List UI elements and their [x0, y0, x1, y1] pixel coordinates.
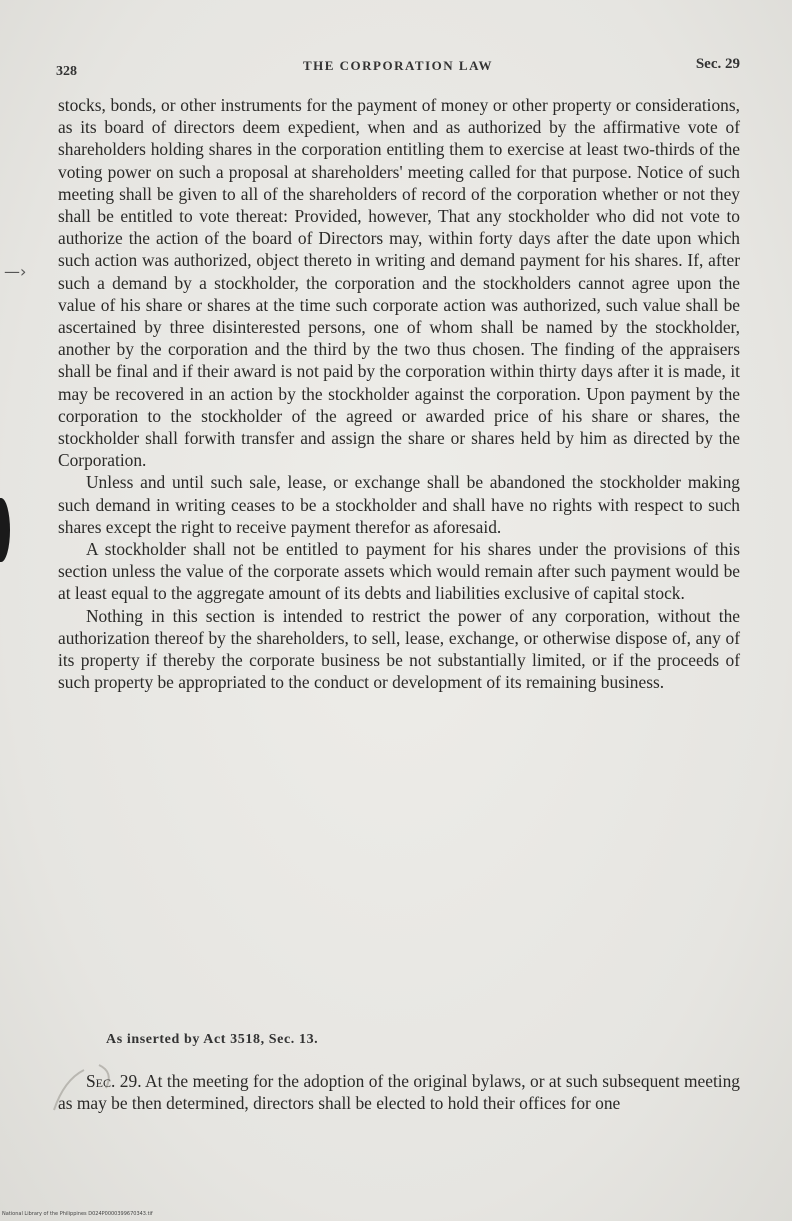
paragraph-1: stocks, bonds, or other instruments for the payment of money or other property or considerations, as its board of directors deem expedient, when and as authorized by the affirmative vote of shareholders holding shares in the corporation entitling them to exercise at least two-thirds of the voting power on such a proposal at shareholders' meeting called for that purpose. Notice of such meeting shall be given to all of the shareholders of record of the corporation whether or not they shall be entitled to vote thereat: Provided, however, That any stockholder who did not vote to authorize the action of the board of Directors may, within forty days after the date upon which such action was authorized, object thereto in writing and demand payment for his shares. If, after such a demand by a stockholder, the corporation and the stockholders cannot agree upon the value of his share or shares at the time such corporate action was authorized, such value shall be ascertained by three disinterested persons, one of whom shall be named by the stockholder, another by the corporation and the third by the two thus chosen. The finding of the appraisers shall be final and if their award is not paid by the corporation within thirty days after it is made, it may be recovered in an action by the stockholder against the corporation. Upon payment by the corporation to the stockholder of the agreed or awarded price of his share or shares, the stockholder shall forwith transfer and assign the share or shares held by him as directed by the Corporation. — [58, 95, 740, 471]
body-text — [58, 94, 740, 693]
paragraph-2: Unless and until such sale, lease, or exchange shall be abandoned the stockholder making such demand in writing ceases to be a stockholder and shall have no rights with respect to such shares except the right to receive payment therefor as aforesaid. — [58, 472, 740, 537]
amendment-attribution: As inserted by Act 3518, Sec. 13. — [106, 1032, 319, 1047]
running-header — [56, 56, 740, 80]
next-section-label: Sec. 29. — [86, 1071, 142, 1091]
margin-arrow-mark: —› — [4, 262, 27, 281]
section-reference: Sec. 29 — [695, 56, 740, 72]
scan-footer: National Library of the Philippines D024P0000399670343.tif — [2, 1211, 153, 1217]
paragraph-3: A stockholder shall not be entitled to payment for his shares under the provisions of this section unless the value of the corporate assets which would remain after such payment would be at least equal to the aggregate amount of its debts and liabilities exclusive of capital stock. — [58, 539, 740, 604]
page-number: 328 — [56, 64, 77, 79]
paragraph-4: Nothing in this section is intended to restrict the power of any corporation, without the authorization thereof by the shareholders, to sell, lease, exchange, or otherwise dispose of, any of its property if thereby the corporate business be not substantially limited, or if the proceeds of such property be appropriated to the conduct or development of its remaining business. — [58, 605, 740, 693]
next-section-text: At the meeting for the adoption of the original bylaws, or at such subsequent meeting as may be then determined, directors shall be elected to hold their offices for one — [58, 1071, 740, 1114]
next-section — [58, 1070, 740, 1114]
running-title: THE CORPORATION LAW — [302, 58, 494, 73]
edge-ink-blot — [0, 498, 10, 562]
